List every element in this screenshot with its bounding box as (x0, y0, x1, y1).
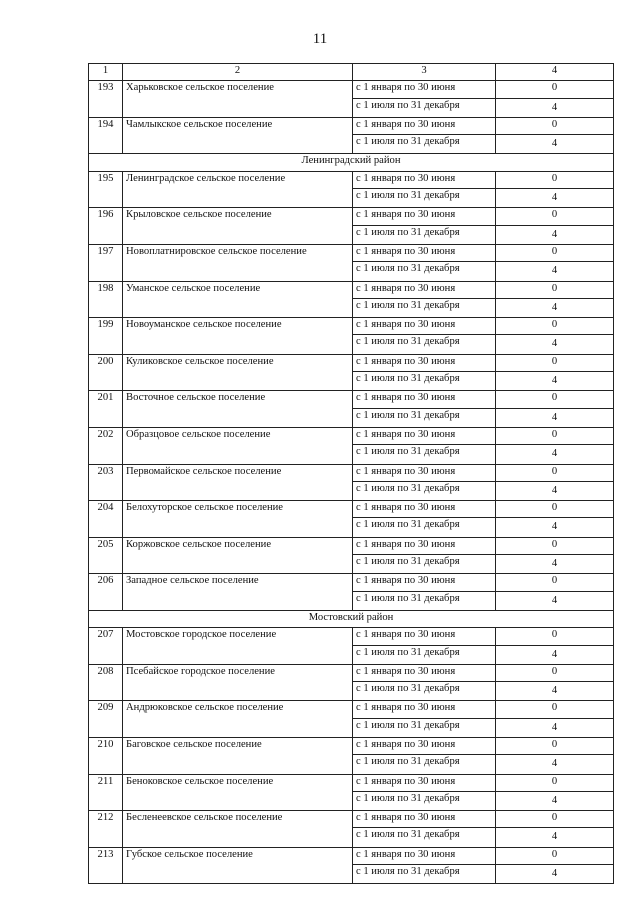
period-second-half: с 1 июля по 31 декабря (353, 755, 496, 774)
table-row (89, 281, 614, 298)
value-second-half: 4 (496, 225, 614, 244)
table-row (89, 537, 614, 554)
period-first-half: с 1 января по 30 июня (353, 117, 496, 134)
table-row (89, 847, 614, 864)
period-second-half: с 1 июля по 31 декабря (353, 591, 496, 610)
table-row (89, 811, 614, 828)
page-number: 11 (312, 31, 328, 47)
table-header-row (89, 64, 614, 81)
table-row (89, 628, 614, 645)
period-second-half: с 1 июля по 31 декабря (353, 791, 496, 810)
table-row (89, 574, 614, 591)
value-first-half: 0 (496, 774, 614, 791)
settlements-table-body (89, 64, 614, 884)
settlement-number: 195 (89, 171, 123, 208)
settlement-name: Первомайское сельское поселение (123, 464, 353, 501)
settlement-number: 193 (89, 81, 123, 118)
district-heading: Мостовский район (89, 610, 614, 627)
value-first-half: 0 (496, 244, 614, 261)
value-second-half: 4 (496, 645, 614, 664)
value-first-half: 0 (496, 664, 614, 681)
period-first-half: с 1 января по 30 июня (353, 737, 496, 754)
table-row (89, 391, 614, 408)
settlement-name: Западное сельское поселение (123, 574, 353, 611)
settlement-number: 209 (89, 701, 123, 738)
period-first-half: с 1 января по 30 июня (353, 318, 496, 335)
table-row (89, 737, 614, 754)
settlement-name: Ленинградское сельское поселение (123, 171, 353, 208)
period-second-half: с 1 июля по 31 декабря (353, 298, 496, 317)
value-first-half: 0 (496, 281, 614, 298)
settlement-name: Мостовское городское поселение (123, 628, 353, 665)
value-second-half: 4 (496, 262, 614, 281)
period-second-half: с 1 июля по 31 декабря (353, 189, 496, 208)
value-first-half: 0 (496, 354, 614, 371)
value-second-half: 4 (496, 828, 614, 847)
value-second-half: 4 (496, 98, 614, 117)
value-first-half: 0 (496, 171, 614, 188)
header-col-name: 2 (123, 64, 353, 81)
period-second-half: с 1 июля по 31 декабря (353, 98, 496, 117)
period-second-half: с 1 июля по 31 декабря (353, 335, 496, 354)
period-second-half: с 1 июля по 31 декабря (353, 865, 496, 884)
value-second-half: 4 (496, 718, 614, 737)
settlement-number: 199 (89, 318, 123, 355)
settlement-number: 205 (89, 537, 123, 574)
settlement-name: Новоплатнировское сельское поселение (123, 244, 353, 281)
period-first-half: с 1 января по 30 июня (353, 427, 496, 444)
period-first-half: с 1 января по 30 июня (353, 464, 496, 481)
period-second-half: с 1 июля по 31 декабря (353, 135, 496, 154)
period-second-half: с 1 июля по 31 декабря (353, 718, 496, 737)
district-heading-row (89, 610, 614, 627)
period-first-half: с 1 января по 30 июня (353, 501, 496, 518)
settlement-name: Уманское сельское поселение (123, 281, 353, 318)
settlement-name: Андрюковское сельское поселение (123, 701, 353, 738)
period-second-half: с 1 июля по 31 декабря (353, 445, 496, 464)
settlements-table (88, 63, 614, 884)
table-row (89, 701, 614, 718)
period-first-half: с 1 января по 30 июня (353, 171, 496, 188)
period-first-half: с 1 января по 30 июня (353, 574, 496, 591)
settlement-number: 194 (89, 117, 123, 154)
period-second-half: с 1 июля по 31 декабря (353, 828, 496, 847)
period-second-half: с 1 июля по 31 декабря (353, 682, 496, 701)
header-col-period: 3 (353, 64, 496, 81)
value-first-half: 0 (496, 847, 614, 864)
period-first-half: с 1 января по 30 июня (353, 281, 496, 298)
settlement-name: Образцовое сельское поселение (123, 427, 353, 464)
settlement-number: 196 (89, 208, 123, 245)
table-row (89, 501, 614, 518)
table-row (89, 774, 614, 791)
settlement-name: Белохуторское сельское поселение (123, 501, 353, 538)
settlement-number: 200 (89, 354, 123, 391)
value-first-half: 0 (496, 628, 614, 645)
value-second-half: 4 (496, 372, 614, 391)
period-first-half: с 1 января по 30 июня (353, 244, 496, 261)
settlement-number: 201 (89, 391, 123, 428)
period-first-half: с 1 января по 30 июня (353, 81, 496, 98)
value-second-half: 4 (496, 755, 614, 774)
value-first-half: 0 (496, 501, 614, 518)
period-first-half: с 1 января по 30 июня (353, 774, 496, 791)
table-row (89, 171, 614, 188)
period-second-half: с 1 июля по 31 декабря (353, 262, 496, 281)
settlement-name: Коржовское сельское поселение (123, 537, 353, 574)
settlement-number: 198 (89, 281, 123, 318)
value-second-half: 4 (496, 518, 614, 537)
settlement-number: 207 (89, 628, 123, 665)
settlement-name: Псебайское городское поселение (123, 664, 353, 701)
value-second-half: 4 (496, 408, 614, 427)
header-col-number: 1 (89, 64, 123, 81)
settlement-number: 211 (89, 774, 123, 811)
settlement-name: Бесленеевское сельское поселение (123, 811, 353, 848)
period-second-half: с 1 июля по 31 декабря (353, 555, 496, 574)
period-first-half: с 1 января по 30 июня (353, 628, 496, 645)
value-second-half: 4 (496, 865, 614, 884)
value-first-half: 0 (496, 318, 614, 335)
period-second-half: с 1 июля по 31 декабря (353, 372, 496, 391)
value-first-half: 0 (496, 464, 614, 481)
value-first-half: 0 (496, 208, 614, 225)
period-first-half: с 1 января по 30 июня (353, 664, 496, 681)
settlement-number: 203 (89, 464, 123, 501)
period-first-half: с 1 января по 30 июня (353, 847, 496, 864)
value-second-half: 4 (496, 335, 614, 354)
district-heading: Ленинградский район (89, 154, 614, 171)
period-second-half: с 1 июля по 31 декабря (353, 645, 496, 664)
settlement-name: Губское сельское поселение (123, 847, 353, 884)
value-second-half: 4 (496, 189, 614, 208)
value-second-half: 4 (496, 555, 614, 574)
settlement-number: 202 (89, 427, 123, 464)
value-second-half: 4 (496, 445, 614, 464)
value-first-half: 0 (496, 574, 614, 591)
value-first-half: 0 (496, 701, 614, 718)
settlement-number: 204 (89, 501, 123, 538)
value-first-half: 0 (496, 811, 614, 828)
value-second-half: 4 (496, 591, 614, 610)
value-second-half: 4 (496, 135, 614, 154)
settlement-name: Куликовское сельское поселение (123, 354, 353, 391)
value-first-half: 0 (496, 427, 614, 444)
period-first-half: с 1 января по 30 июня (353, 537, 496, 554)
period-second-half: с 1 июля по 31 декабря (353, 225, 496, 244)
value-first-half: 0 (496, 81, 614, 98)
settlement-name: Восточное сельское поселение (123, 391, 353, 428)
period-first-half: с 1 января по 30 июня (353, 811, 496, 828)
table-row (89, 318, 614, 335)
settlement-name: Баговское сельское поселение (123, 737, 353, 774)
value-first-half: 0 (496, 391, 614, 408)
period-second-half: с 1 июля по 31 декабря (353, 408, 496, 427)
value-second-half: 4 (496, 298, 614, 317)
settlement-number: 208 (89, 664, 123, 701)
district-heading-row (89, 154, 614, 171)
settlement-number: 210 (89, 737, 123, 774)
settlement-number: 197 (89, 244, 123, 281)
table-row (89, 354, 614, 371)
table-row (89, 81, 614, 98)
table-row (89, 208, 614, 225)
table-row (89, 664, 614, 681)
period-second-half: с 1 июля по 31 декабря (353, 481, 496, 500)
value-second-half: 4 (496, 791, 614, 810)
period-first-half: с 1 января по 30 июня (353, 701, 496, 718)
settlement-number: 212 (89, 811, 123, 848)
value-first-half: 0 (496, 537, 614, 554)
period-first-half: с 1 января по 30 июня (353, 391, 496, 408)
table-row (89, 244, 614, 261)
settlement-number: 206 (89, 574, 123, 611)
period-first-half: с 1 января по 30 июня (353, 354, 496, 371)
settlement-name: Новоуманское сельское поселение (123, 318, 353, 355)
table-row (89, 117, 614, 134)
value-first-half: 0 (496, 117, 614, 134)
settlement-name: Харьковское сельское поселение (123, 81, 353, 118)
period-second-half: с 1 июля по 31 декабря (353, 518, 496, 537)
period-first-half: с 1 января по 30 июня (353, 208, 496, 225)
table-row (89, 427, 614, 444)
settlement-name: Беноковское сельское поселение (123, 774, 353, 811)
table-row (89, 464, 614, 481)
value-second-half: 4 (496, 682, 614, 701)
header-col-value: 4 (496, 64, 614, 81)
settlement-name: Чамлыкское сельское поселение (123, 117, 353, 154)
settlement-number: 213 (89, 847, 123, 884)
value-second-half: 4 (496, 481, 614, 500)
value-first-half: 0 (496, 737, 614, 754)
settlement-name: Крыловское сельское поселение (123, 208, 353, 245)
